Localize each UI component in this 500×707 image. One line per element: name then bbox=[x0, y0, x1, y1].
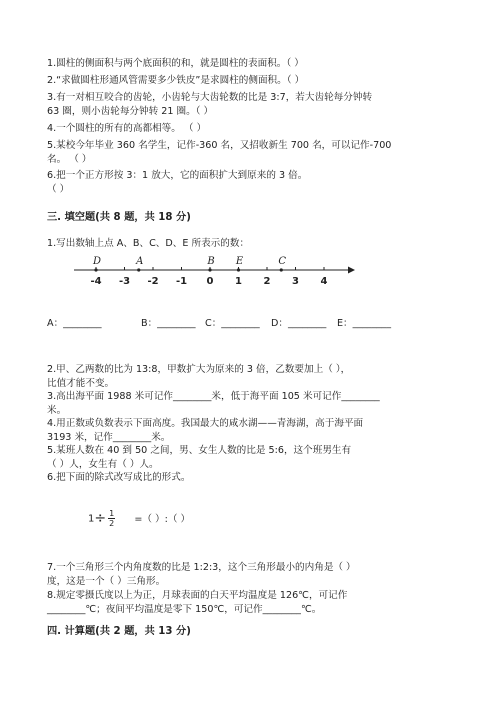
tick-label: -1 bbox=[175, 276, 188, 287]
judgement-line-5: 4.一个圆柱的所有的高都相等。 （ ） bbox=[47, 123, 207, 134]
question-3-line-2: 米。 bbox=[47, 405, 67, 416]
question-6: 6.把下面的除式改写成比的形式。 bbox=[47, 472, 191, 483]
question-5-line-1: 5.某班人数在 40 到 50 之间，男、女生人数的比是 5:6，这个班男生有 bbox=[47, 445, 352, 456]
judgement-line-8: 6.把一个正方形按 3：1 放大，它的面积扩大到原来的 3 倍。 bbox=[47, 170, 308, 181]
answer-a[interactable]: A：________ bbox=[47, 318, 102, 329]
tick-label: -2 bbox=[147, 276, 159, 287]
answer-d[interactable]: D：________ bbox=[271, 318, 327, 329]
fraction bbox=[108, 509, 115, 528]
judgement-line-6: 5.某校今年毕业 360 名学生，记作-360 名，又招收新生 700 名，可以记作-700 bbox=[47, 140, 392, 151]
point-d-marker bbox=[94, 268, 97, 271]
tick-label: 4 bbox=[320, 276, 328, 287]
question-8-line-2: ________℃；夜间平均温度是零下 150℃，可记作________℃。 bbox=[47, 604, 322, 615]
division-left: 1 bbox=[88, 513, 95, 525]
ratio-answer[interactable]: =（ ）:（ ） bbox=[134, 513, 191, 525]
point-a-marker bbox=[137, 268, 140, 271]
point-e-label: E bbox=[235, 256, 244, 267]
question-7-line-1: 7.一个三角形三个内角度数的比是 1:2:3，这个三角形最小的内角是（ ） bbox=[47, 562, 356, 573]
section4-title: 四. 计算题(共 2 题，共 13 分) bbox=[47, 626, 191, 637]
division-sign: ÷ bbox=[94, 510, 107, 527]
point-a-label: A bbox=[136, 256, 144, 267]
judgement-line-1: 1.圆柱的侧面积与两个底面积的和，就是圆柱的表面积。（ ） bbox=[47, 58, 304, 69]
question-5-line-2: （ ）人，女生有（ ）人。 bbox=[47, 459, 159, 470]
question-4-line-2: 3193 米，记作________米。 bbox=[47, 432, 171, 443]
point-c-marker bbox=[280, 268, 283, 271]
section3-title: 三. 填空题(共 8 题，共 18 分) bbox=[47, 212, 191, 223]
tick-label: 2 bbox=[263, 276, 271, 287]
answer-e[interactable]: E：________ bbox=[337, 318, 392, 329]
point-b-label: B bbox=[207, 256, 215, 267]
tick-label: -3 bbox=[118, 276, 131, 287]
judgement-line-2: 2.“求做圆柱形通风管需要多少铁皮”是求圆柱的侧面积。（ ） bbox=[47, 75, 305, 86]
fraction-numerator: 1 bbox=[109, 509, 115, 518]
tick-label: 0 bbox=[206, 276, 214, 287]
question-8-line-1: 8.规定零摄氏度以上为正，月球表面的白天平均温度是 126℃，可记作 bbox=[47, 590, 348, 601]
question-1: 1.写出数轴上点 A、B、C、D、E 所表示的数： bbox=[47, 238, 250, 249]
question-2-line-2: 比值才能不变。 bbox=[47, 378, 115, 389]
number-line bbox=[70, 250, 360, 292]
tick-label: 3 bbox=[292, 276, 299, 287]
question-4-line-1: 4.用正数或负数表示下面高度。我国最大的咸水湖——青海湖，高于海平面 bbox=[47, 418, 364, 429]
question-3-line-1: 3.高出海平面 1988 米可记作________米，低于海平面 105 米可记作________ bbox=[47, 391, 380, 402]
answer-c[interactable]: C：________ bbox=[205, 318, 260, 329]
division-expression bbox=[88, 509, 190, 528]
tick-label: -4 bbox=[90, 276, 102, 287]
judgement-line-3: 3.有一对相互咬合的齿轮，小齿轮与大齿轮数的比是 3:7，若大齿轮每分钟转 bbox=[47, 92, 373, 103]
point-d-label: D bbox=[92, 256, 102, 267]
number-line-arrow bbox=[348, 267, 355, 274]
point-c-label: C bbox=[278, 256, 287, 267]
question-7-line-2: 度，这是一个（ ）三角形。 bbox=[47, 576, 166, 587]
question-2-line-1: 2.甲、乙两数的比为 13:8，甲数扩大为原来的 3 倍，乙数要加上（ ）， bbox=[47, 364, 351, 375]
tick-label: 1 bbox=[235, 276, 242, 287]
judgement-line-4: 63 圈，则小齿轮每分钟转 21 圈。（ ） bbox=[47, 106, 214, 117]
point-e-marker bbox=[237, 268, 240, 271]
fraction-denominator: 2 bbox=[109, 519, 115, 528]
answer-b[interactable]: B：________ bbox=[141, 318, 196, 329]
point-b-marker bbox=[208, 268, 211, 271]
judgement-line-7: 名。 （ ） bbox=[47, 154, 92, 165]
judgement-line-9: （ ） bbox=[47, 184, 70, 195]
